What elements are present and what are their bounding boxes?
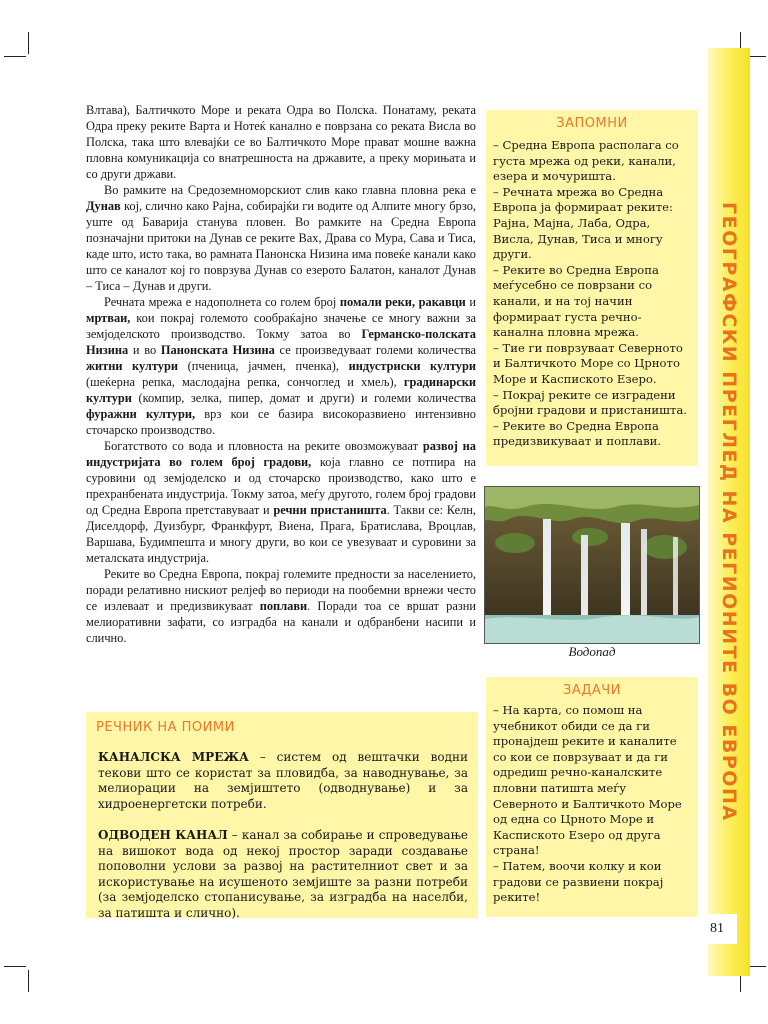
tasks-title: ЗАДАЧИ [563, 683, 621, 698]
remember-item: – Средна Европа располага со густа мрежа од реки, канали, езера и мочуришта. [493, 138, 679, 184]
paragraph: Реките во Средна Европа, покрај големите предности за населението, поради релативно нискиот релјеф во периоди на пообемни врнежи често се излеваат и предизвикуваат поплави. Поради тоа се вршат разни мелиоративни зафати, со изградба на канали и одбранбени насипи и слично. [86, 567, 476, 645]
task-item: – На карта, со помош на учебникот обиди се да ги пронајдеш реките и каналите со кои се поврзуваат и да ги одредиш речно-каналските пловни патишта меѓу Северното и Балтичкото Море од една со Црното Море и Каспиското Езеро од друга страна! [493, 703, 682, 858]
waterfall-image [485, 487, 699, 643]
remember-item: – Тие ги поврзуваат Северното и Балтичкото Море со Црното Море и Каспиското Езеро. [493, 340, 683, 386]
dictionary-definition: – систем од вештачки водни текови што се користат за пловидба, за наводнување, за мелиорации на земјиштето (одводнување) и за хидроенергетски потреби. [98, 750, 468, 811]
dictionary-term: КАНАЛСКА МРЕЖА [98, 750, 249, 764]
tasks-box [486, 677, 698, 917]
paragraph: Во рамките на Средоземноморскиот слив како главна пловна река е Дунав кој, слично како Рајна, собирајќи ги водите од Алпите многу брзо, уште од Баварија станува пловен. Во рамките на Средна Европа позначајни притоки на Дунав се реките Вах, Драва со Мура, Сава и Тиса, каде што, исто така, во рамната Панонска Низина има повеќе канали како што се каналот кој го поврзува Дунав со езерото Балатон, каналот Дунав – Тиса – Дунав и други. [86, 183, 476, 293]
main-text [86, 102, 476, 646]
remember-item: – Реките во Средна Европа предизвикуваат и поплави. [493, 418, 662, 449]
dictionary-definition: – канал за собирање и спроведување на вишокот вода од некој простор заради создавање поповолни услови за развој на растителниот свет и за искористување на исушеното земјиште за разни потреби (за земјоделско стопанисување, за изградба на населби, за патишта и слично). [98, 828, 468, 920]
paragraph: Речната мрежа е надополнета со голем број помали реки, ракавци и мртваи, кои покрај големото сообраќајно значење се многу важни за земјоделското производство. Токму затоа во Германско-полската Низина и во Панонската Низина се произведуваат големи количества житни култури (пченица, јачмен, пченка), индустриски култури (шеќерна репка, маслодајна репка, сончоглед и хмељ), градинарски култури (компир, зелка, пипер, домат и други) и големи количества фуражни култури, врз кои се базира високоразвиено интензивно сточарско производство. [86, 295, 477, 437]
page-number: 81 [697, 914, 737, 944]
waterfall-photo [484, 486, 700, 644]
photo-caption: Водопад [568, 644, 616, 659]
remember-box [486, 110, 698, 466]
dictionary-entry [98, 828, 468, 921]
paragraph: Влтава), Балтичкото Море и реката Одра во Полска. Понатаму, реката Одра преку реките Варта и Нотеќ канално е поврзана со реката Висла во Полска, така што влевајќи се во Балтичкото Море прават мошне важна пловна комуникација со внатрешноста на државите, а преку морињата и со други држави. [86, 103, 476, 181]
paragraph: Богатството со вода и пловноста на реките овозможуваат развој на индустријата во голем број градови, која главно се потпира на суровини од земјоделско и од сточарско производство, како што е прехранбената индустрија. Токму затоа, меѓу другото, голем број градови од Средна Европа претставуваат и речни пристаништа. Такви се: Келн, Диселдорф, Дуизбург, Франкфурт, Виена, Прага, Братислава, Вроцлав, Варшава, Будимпешта и многу други, во кои се увезуваат и суровини за металската индустрија. [86, 439, 476, 565]
dictionary-title: РЕЧНИК НА ПОИМИ [96, 720, 235, 735]
crop-mark [28, 970, 29, 992]
dictionary-box [86, 712, 478, 918]
dictionary-entry [98, 750, 468, 812]
remember-title: ЗАПОМНИ [556, 116, 628, 131]
remember-item: – Покрај реките се изградени бројни градови и пристаништа. [493, 387, 687, 418]
crop-mark [4, 56, 26, 57]
task-item: – Патем, воочи колку и кои градови се развиени покрај реките! [493, 858, 664, 905]
crop-mark [4, 966, 26, 967]
side-title [708, 48, 750, 976]
dictionary-term: ОДВОДЕН КАНАЛ [98, 828, 228, 842]
crop-mark [28, 32, 29, 54]
side-title-text: ГЕОГРАФСКИ ПРЕГЛЕД НА РЕГИОНИТЕ ВО ЕВРОПА [718, 202, 740, 822]
remember-item: – Реките во Средна Европа меѓусебно се поврзани со канали, и на тој начин формираат густа речно-канална пловна мрежа. [493, 262, 659, 340]
remember-item: – Речната мрежа во Средна Европа ја формираат реките: Рајна, Мајна, Лаба, Одра, Висла, Дунав, Тиса и многу други. [493, 184, 673, 262]
